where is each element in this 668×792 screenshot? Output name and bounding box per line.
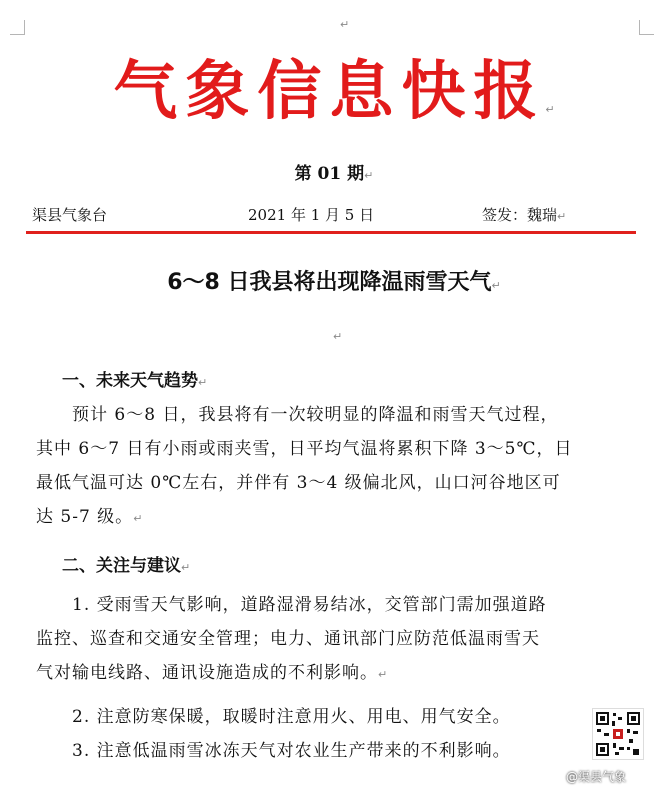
qr-code-graphic [593, 709, 643, 759]
advice-item-1 [36, 588, 636, 692]
paragraph-line: 最低气温可达 0℃左右，并伴有 3～4 级偏北风，山口河谷地区可 [36, 473, 561, 493]
paragraph-line: 其中 6～7 日有小雨或雨夹雪，日平均气温将累积下降 3～5℃，日 [36, 439, 573, 459]
paragraph-line: 1. 受雨雪天气影响，道路湿滑易结冰，交管部门需加强道路 [72, 595, 547, 615]
paragraph-line: 达 5-7 级。↵ [36, 507, 143, 527]
signer: 签发：魏瑞↵ [482, 206, 567, 224]
paragraph-mark: ↵ [340, 18, 350, 31]
paragraph-mark: ↵ [545, 103, 555, 116]
issuing-organization: 渠县气象台 [32, 206, 108, 224]
issue-date: 2021 年 1 月 5 日 [248, 206, 375, 224]
qr-code-icon [592, 708, 644, 760]
advice-item-3 [36, 734, 636, 768]
headline: 6～8 日我县将出现降温雨雪天气↵ [167, 270, 501, 295]
weibo-watermark: @渠县气象 [566, 770, 627, 784]
page-corner-mark-right [639, 20, 654, 35]
section-heading-advice: 二、关注与建议↵ [62, 556, 191, 576]
masthead-title: 气象信息快报↵ [113, 54, 555, 129]
red-divider-rule [26, 231, 636, 234]
section-heading-forecast: 一、未来天气趋势↵ [62, 371, 208, 391]
paragraph-line: 2. 注意防寒保暖，取暖时注意用火、用电、用气安全。 [72, 707, 511, 727]
paragraph-line: 3. 注意低温雨雪冰冻天气对农业生产带来的不利影响。 [72, 741, 511, 761]
forecast-paragraph [36, 398, 636, 536]
issue-number: 第 01 期↵ [294, 164, 374, 184]
paragraph-mark: ↵ [333, 330, 343, 343]
advice-item-2 [36, 700, 636, 734]
paragraph-line: 预计 6～8 日，我县将有一次较明显的降温和雨雪天气过程， [72, 405, 559, 425]
paragraph-line: 气对输电线路、通讯设施造成的不利影响。↵ [36, 663, 388, 683]
paragraph-line: 监控、巡查和交通安全管理；电力、通讯部门应防范低温雨雪天 [36, 629, 540, 649]
meta-line [30, 203, 630, 227]
page-corner-mark-left [10, 20, 25, 35]
